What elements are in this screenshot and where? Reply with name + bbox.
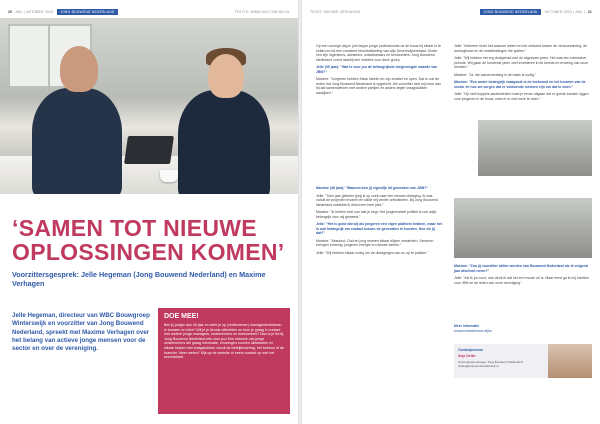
- doe-mee-boxout: [158, 308, 290, 414]
- column-1b-paragraph: Maxime: "Absoluut. Oud en jong moeten elkaar blijven versterken. Senioren brengen ervaring, jongeren energie en nieuwe ideeën.": [316, 238, 434, 248]
- more-info-link[interactable]: bouwendnederland.nl/jbn: [454, 328, 492, 333]
- left-folio: [8, 8, 122, 15]
- column-2-paragraph: Maxime: "Ja, die samenwerking is de basis is nodig.": [454, 72, 537, 77]
- column-1-continued: [316, 186, 442, 259]
- contact-portrait: [548, 344, 592, 378]
- right-folio-meta: OKTOBER 2023 | JWL |: [544, 9, 585, 14]
- article-subhead: Voorzittersgesprek: Jelle Hegeman (Jong Bouwend Nederland) en Maxime Verhagen: [12, 270, 266, 288]
- right-folio-credit: [310, 8, 360, 15]
- boxout-text: Ben jij jonger dan 40 jaar en werk je op (ondernemer) managementniveau in bouwen en infra? Wil je je kennis uitbreiden en kom je graag in contact met andere jonge managers, ondernemers en bestuurders? Dan is je lid bij Jong Bouwend Nederland iets voor jou! Een netwerk van jonge ondernemers die graag informatie, ervaringen kunnen uitwisselen en elkaar helpen met vraagstukken vanuit de bedrijfsvoering, het bestuur of de branche. Meer weten? Kijk op de website of neem contact op met het secretariaat.: [164, 323, 284, 360]
- column-1b-question: Maxime (48 jaar): "Waarom ben jij eigenlijk lid geworden van JBN?": [316, 186, 429, 190]
- left-section-tag: JONG BOUWEND NEDERLAND: [57, 9, 117, 15]
- left-page: [0, 0, 298, 424]
- right-folio: [476, 8, 592, 15]
- contact-label: Contactpersoon: [458, 348, 484, 352]
- photo-laptop: [124, 136, 174, 164]
- column-2-paragraph: Jelle: "Op veel koppels aanbesteden moet je ervan uitgaan dat er goede kansen liggen voor jongeren in de bouw, want er is veel werk te doen.": [454, 92, 589, 101]
- photo-person-right-head: [208, 54, 244, 98]
- column-2: [454, 44, 592, 104]
- photo-person-right-body: [178, 90, 270, 194]
- photo-cup: [160, 170, 178, 182]
- left-page-number: 20: [8, 9, 13, 14]
- photo-credit: FOTO'S: WWW.UNI.COM.NU.NL: [234, 9, 290, 14]
- column-1b-question: Jelle: "Het is goed dat wij als jongeren een eigen platform hebben, maar het is ook belangrijk om contact tussen de generaties te houden. Hoe zie jij dat?": [316, 222, 442, 236]
- left-folio-credit: [235, 8, 290, 15]
- column-2-question: Maxime: "Een ander belangrijk vraagstuk is de toekomst en het bouwen van de sector en hoe we zorgen dat er voldoende mensen zijn om dat te doen.": [454, 80, 586, 89]
- column-1-question: Jelle (35 jaar): "Wat is voor jou de belangrijkste toegevoegde waarde van JBN?": [316, 65, 438, 74]
- right-section-tag: JONG BOUWEND NEDERLAND: [480, 9, 540, 15]
- inset-photo-2: [454, 198, 592, 258]
- article-headline: ‘SAMEN TOT NIEUWE OPLOSSINGEN KOMEN’: [12, 215, 285, 265]
- column-1b-paragraph: Jelle: "Toen jaar geleden ging ik op zoek naar een nieuwe uitdaging. Ik was vanuit de projecten ervaren en wilde mij verder ontwikkelen. Bij Jong Bouwend Nederland ontdekte ik direct een heel plek.": [316, 193, 438, 207]
- right-page-number: 21: [587, 9, 592, 14]
- column-2-paragraph: Jelle: "Iedereen moet het waarom weten en het verband tussen de verduurzaming, de woningbouw en de ontwikkelingen die spelen.": [454, 44, 587, 53]
- column-2b-paragraph: Jelle: "Als ik jou hoor, dan denk ik dat het een mooie rol is. Maar eerst ga ik mij inzetten voor JBN en de leden van onze vereniging.": [454, 276, 590, 285]
- inset-photo-1: [478, 120, 592, 176]
- photo-person-left-body: [32, 88, 122, 194]
- column-2-continued: [454, 264, 592, 288]
- column-1-paragraph: Maxime: "Jongeren hebben frisse ideeën en zijn creatief en open. Dat is ook de reden dat Jong Bouwend Nederland is opgericht. Als voorzitter sluit mij mooi aan bij dat samenwerken met andere partijen en anders tegen vraagstukken aankijken.": [316, 77, 441, 95]
- article-intro: Jelle Hegeman, directeur van WBC Bouwgroep Winterswijk en voorzitter van Jong Bouwend Nederland, spreekt met Maxime Verhagen over het belang van actieve jonge mensen voor de sector en over de vereniging.: [12, 312, 150, 353]
- photo-person-left-head: [60, 46, 98, 92]
- left-folio-meta: JWL | OKTOBER 2023: [15, 9, 54, 14]
- column-2b-question: Maxime: "Zou jij voorzitter willen worden van Bouwend Nederland als ik volgend jaar afscheid neem?": [454, 264, 588, 273]
- boxout-title: DOE MEE!: [164, 313, 199, 320]
- more-info-label: Meer informatie: [454, 324, 480, 328]
- text-credit: TEKST: MAXIME VERHAGEN: [310, 9, 361, 14]
- right-page: [302, 0, 600, 424]
- column-1-paragraph: Op een zonnige dag in juni begon jonge professionals uit de bouw bij elkaar in te zetten en tot een creatieve herontwikkeling van wijk Sevenhuijserstraat. Onder hen zijn ingenieurs, adviseurs, ontwikkelaars en bestuurders. Jong Bouwend Nederland vormt daarbij een netwerk voor deze groep.: [316, 44, 441, 62]
- column-1b-paragraph: Maxime: "Ik herken veel van wat je zegt. Het jongerendeel politiek is ook altijd belangrijk voor mij geweest.": [316, 210, 437, 219]
- main-photo: [0, 18, 298, 194]
- contact-details: Verenigingsmanager Jong Bouwend Nederland zielke@bouwendnederland.nl: [458, 360, 523, 368]
- column-1b-paragraph: Jelle: "Wij hebben elkaar nodig om de uitdagingen van nu op te pakken.": [316, 251, 429, 256]
- column-2-paragraph: Jelle: "Wij hebben het erg drukgehad met de afgelopen jaren. Het was een intensieve periode. Wij gaan de komende jaren veel investeren in de kennis en ervaring van onze mensen.": [454, 56, 589, 70]
- column-1: [316, 44, 442, 98]
- more-info: [454, 324, 592, 333]
- contact-name: Anja Zielke: [458, 354, 476, 358]
